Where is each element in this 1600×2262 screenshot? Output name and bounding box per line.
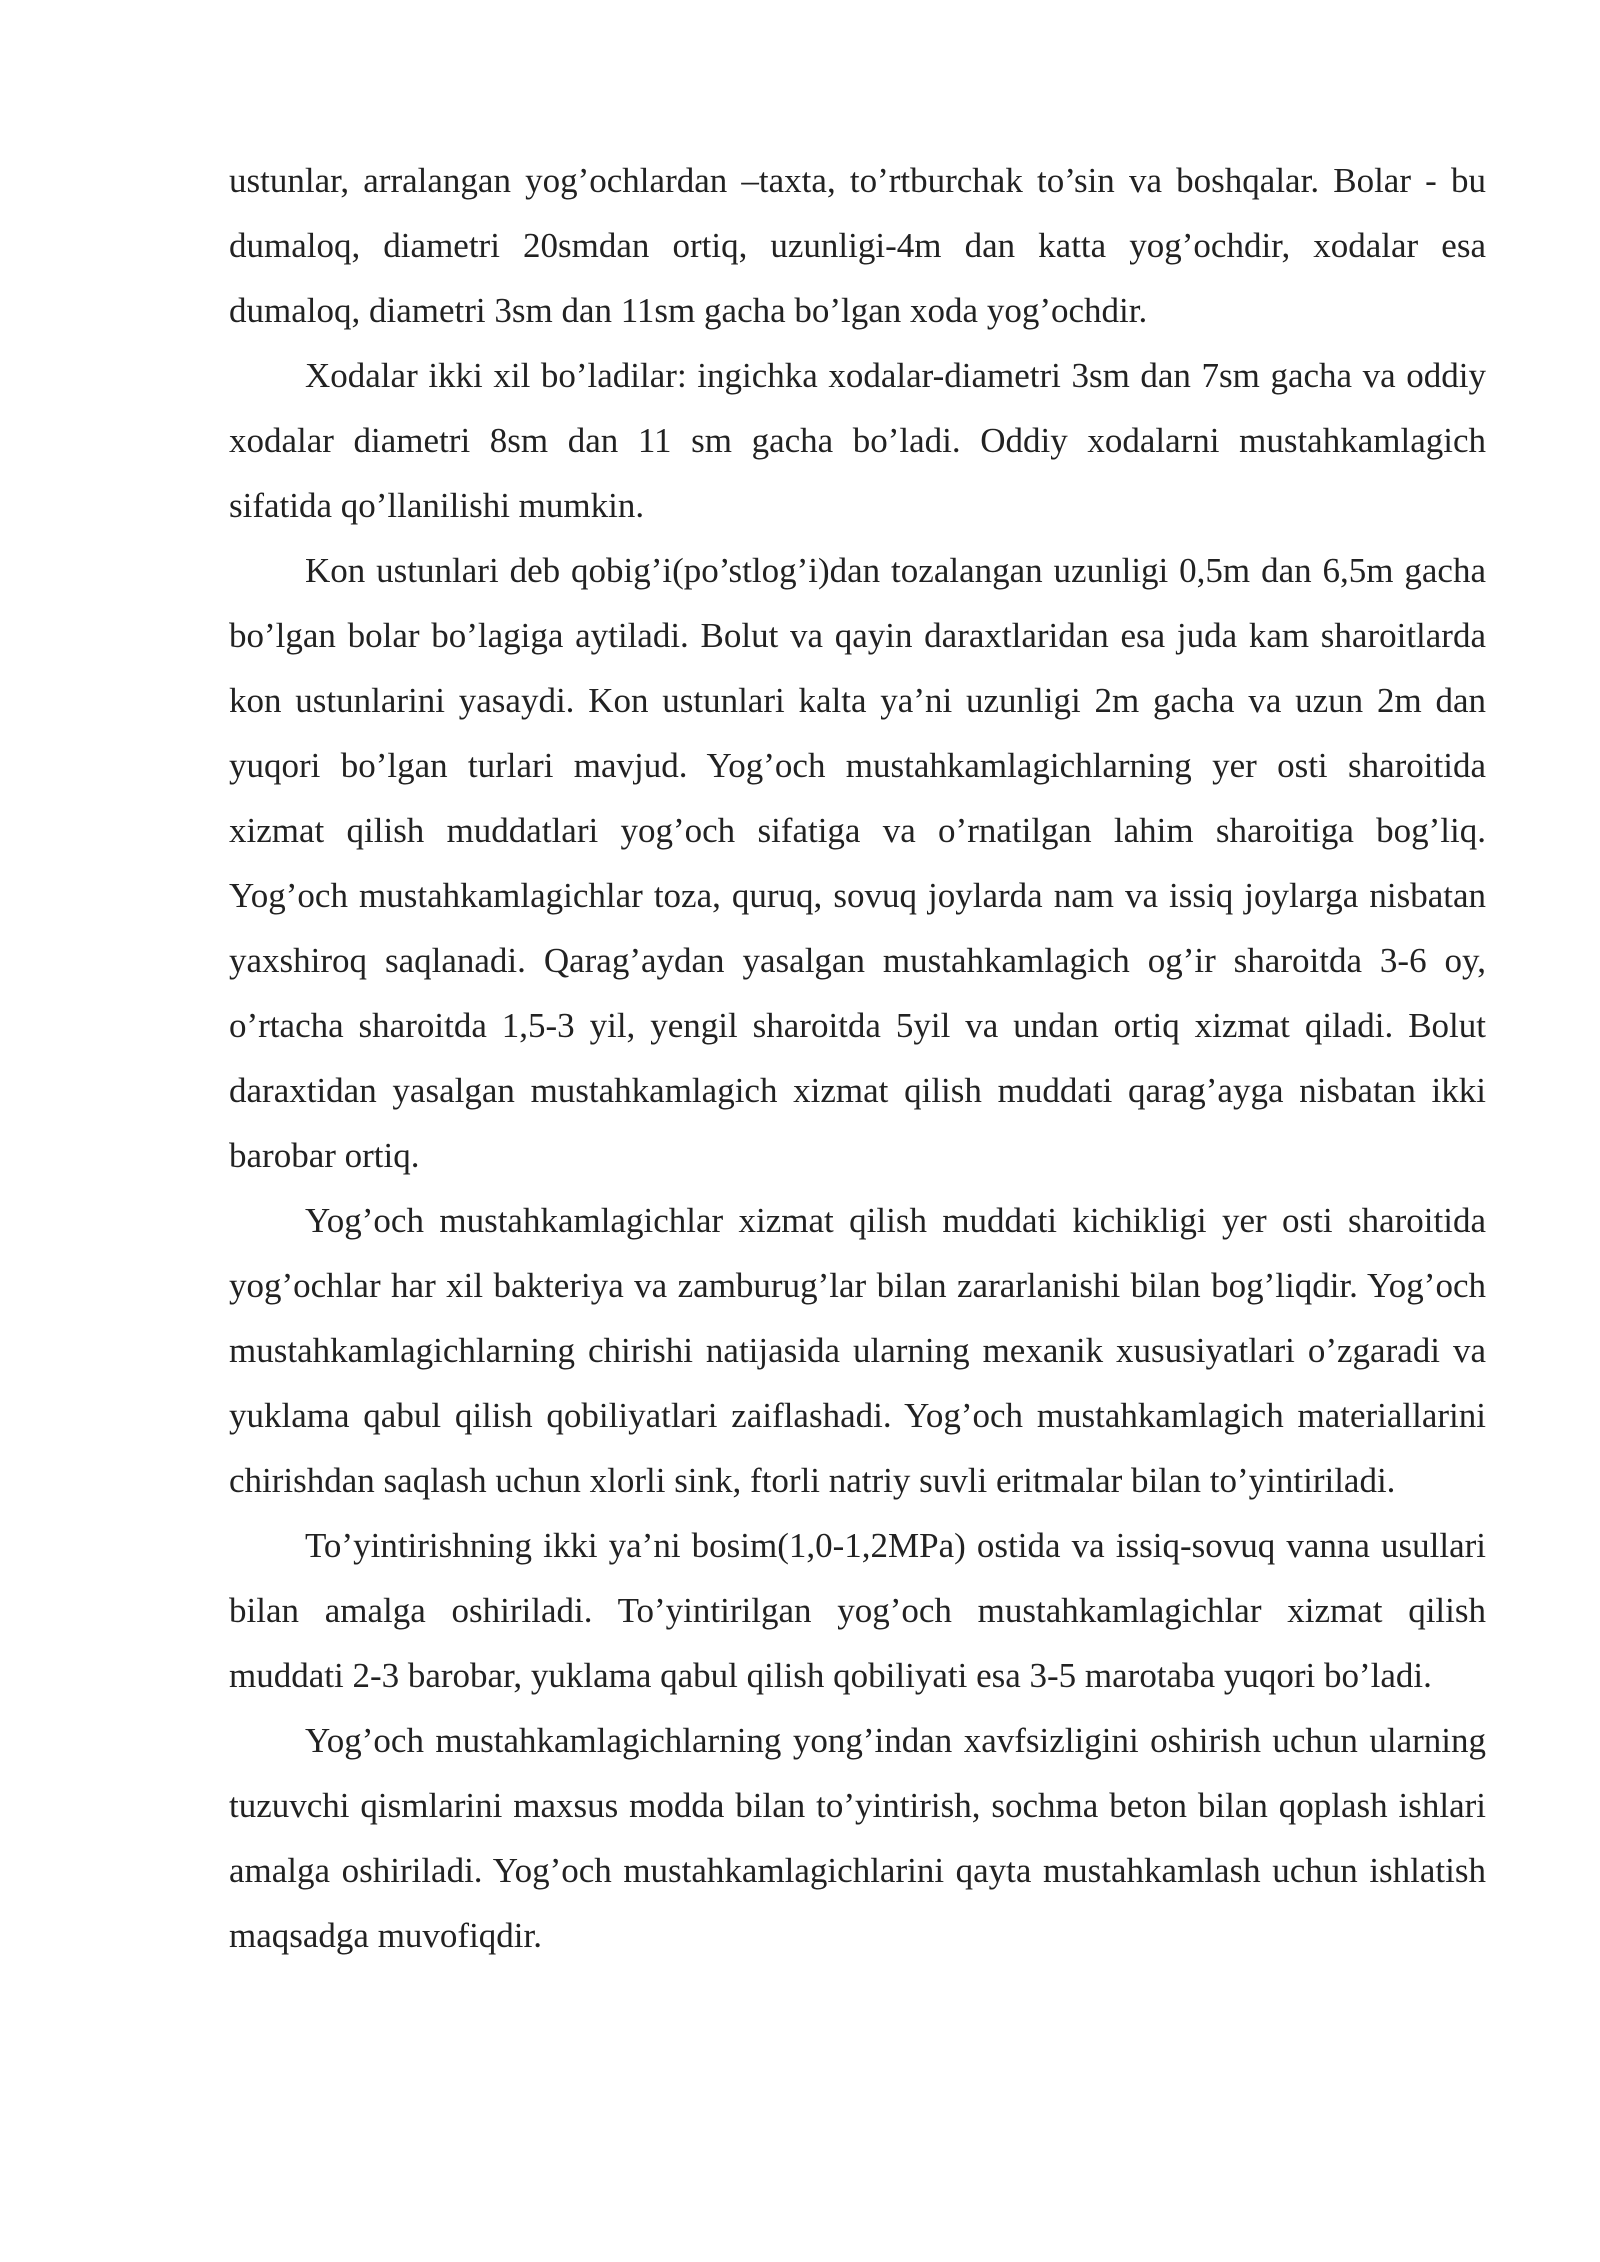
paragraph-6: Yog’och mustahkamlagichlarning yong’indan xavfsizligini oshirish uchun ularning tuzuvchi qismlarini maxsus modda bilan to’yintirish, sochma beton bilan qoplash ishlari amalga oshiriladi. Yog’och mustahkamlagichlarini qayta mustahkamlash uchun ishlatish maqsadga muvofiqdir. xyxy=(229,1721,1486,1955)
paragraph-3: Kon ustunlari deb qobig’i(po’stlog’i)dan tozalangan uzunligi 0,5m dan 6,5m gacha bo’lgan bolar bo’lagiga aytiladi. Bolut va qayin daraxtlaridan esa juda kam sharoitlarda kon ustunlarini yasaydi. Kon ustunlari kalta ya’ni uzunligi 2m gacha va uzun 2m dan yuqori bo’lgan turlari mavjud. Yog’och mustahkamlagichlarning yer osti sharoitida xizmat qilish muddatlari yog’och sifatiga va o’rnatilgan lahim sharoitiga bog’liq. Yog’och mustahkamlagichlar toza, quruq, sovuq joylarda nam va issiq joylarga nisbatan yaxshiroq saqlanadi. Qarag’aydan yasalgan mustahkamlagich og’ir sharoitda 3-6 oy, o’rtacha sharoitda 1,5-3 yil, yengil sharoitda 5yil va undan ortiq xizmat qiladi. Bolut daraxtidan yasalgan mustahkamlagich xizmat qilish muddati qarag’ayga nisbatan ikki barobar ortiq. xyxy=(229,551,1486,1175)
document-page xyxy=(229,148,1486,1968)
paragraph-4: Yog’och mustahkamlagichlar xizmat qilish muddati kichikligi yer osti sharoitida yog’ochlar har xil bakteriya va zamburug’lar bilan zararlanishi bilan bog’liqdir. Yog’och mustahkamlagichlarning chirishi natijasida ularning mexanik xususiyatlari o’zgaradi va yuklama qabul qilish qobiliyatlari zaiflashadi. Yog’och mustahkamlagich materiallarini chirishdan saqlash uchun xlorli sink, ftorli natriy suvli eritmalar bilan to’yintiriladi. xyxy=(229,1201,1486,1500)
paragraph-5: To’yintirishning ikki ya’ni bosim(1,0-1,2MPa) ostida va issiq-sovuq vanna usullari bilan amalga oshiriladi. To’yintirilgan yog’och mustahkamlagichlar xizmat qilish muddati 2-3 barobar, yuklama qabul qilish qobiliyati esa 3-5 marotaba yuqori bo’ladi. xyxy=(229,1526,1486,1695)
paragraph-2: Xodalar ikki xil bo’ladilar: ingichka xodalar-diametri 3sm dan 7sm gacha va oddiy xodalar diametri 8sm dan 11 sm gacha bo’ladi. Oddiy xodalarni mustahkamlagich sifatida qo’llanilishi mumkin. xyxy=(229,356,1486,525)
paragraph-1: ustunlar, arralangan yog’ochlardan –taxta, to’rtburchak to’sin va boshqalar. Bolar - bu dumaloq, diametri 20smdan ortiq, uzunligi-4m dan katta yog’ochdir, xodalar esa dumaloq, diametri 3sm dan 11sm gacha bo’lgan xoda yog’ochdir. xyxy=(229,161,1486,330)
